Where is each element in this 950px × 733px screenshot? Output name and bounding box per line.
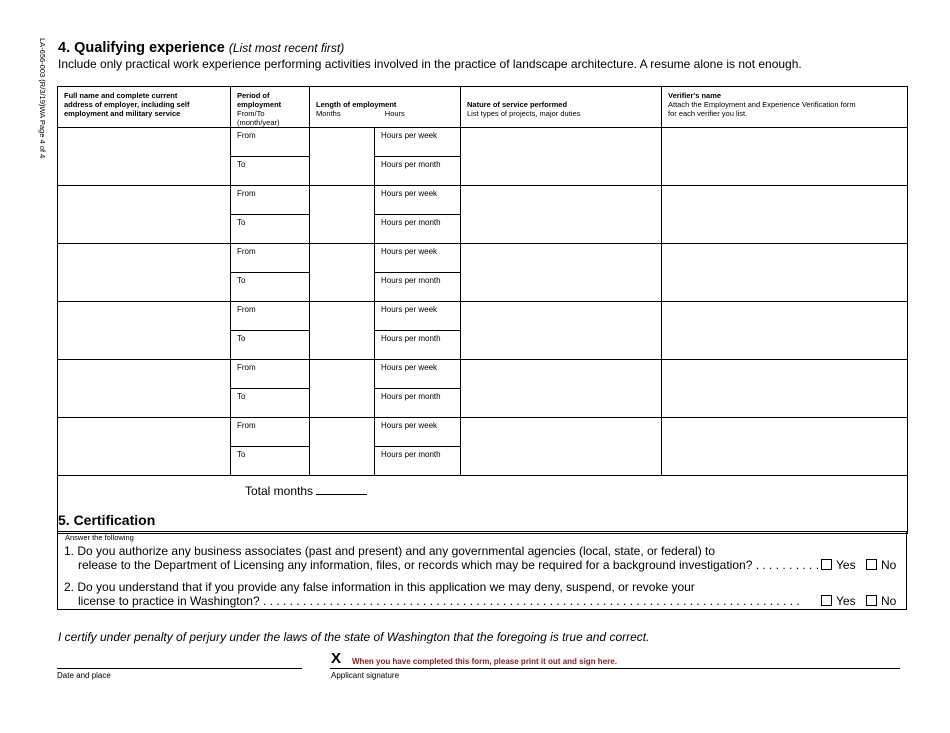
- experience-table: [57, 86, 908, 534]
- from-field[interactable]: From: [231, 128, 309, 157]
- nature-field[interactable]: [461, 186, 662, 244]
- signature-label: Applicant signature: [331, 671, 400, 680]
- signature-field[interactable]: [330, 668, 900, 669]
- months-field[interactable]: [310, 418, 375, 476]
- section4-title: 4. Qualifying experience: [58, 40, 225, 56]
- question-1: 1. Do you authorize any business associates (past and present) and any governmental agencies (local, state, or federal) to release to the Department of Licensing any information, files, or records which may be required for a background investigation? . . . . . . . . . .: [64, 544, 820, 572]
- question-2-line1: 2. Do you understand that if you provide any false information in this application we may deny, suspend, or revoke your: [64, 580, 695, 594]
- employer-field[interactable]: [58, 360, 231, 418]
- hours-week-field[interactable]: Hours per week: [375, 302, 460, 331]
- q2-yes-option[interactable]: Yes: [821, 594, 856, 608]
- table-row: [58, 186, 908, 244]
- nature-field[interactable]: [461, 418, 662, 476]
- question-1-line2: release to the Department of Licensing any information, files, or records which may be required for a background investigation?: [78, 558, 753, 572]
- section5-title: 5. Certification: [58, 512, 156, 528]
- date-place-field[interactable]: [57, 668, 302, 669]
- date-place-label: Date and place: [57, 671, 111, 680]
- verifier-field[interactable]: [662, 360, 908, 418]
- answer-label: Answer the following: [65, 533, 134, 542]
- employer-field[interactable]: [58, 128, 231, 186]
- table-row: [58, 302, 908, 360]
- hours-week-field[interactable]: Hours per week: [375, 128, 460, 157]
- q1-yes-option[interactable]: Yes: [821, 558, 856, 572]
- employer-field[interactable]: [58, 244, 231, 302]
- to-field[interactable]: To: [237, 450, 246, 459]
- nature-field[interactable]: [461, 244, 662, 302]
- verifier-field[interactable]: [662, 244, 908, 302]
- hours-month-field[interactable]: Hours per month: [381, 160, 441, 169]
- header-employer: Full name and complete current address of employer, including self employment and military service: [58, 87, 231, 128]
- total-row: [58, 476, 908, 534]
- verifier-field[interactable]: [662, 302, 908, 360]
- months-field[interactable]: [310, 360, 375, 418]
- to-field[interactable]: To: [237, 160, 246, 169]
- hours-week-field[interactable]: Hours per week: [375, 418, 460, 447]
- section4-heading: [58, 40, 344, 56]
- hours-week-field[interactable]: Hours per week: [375, 360, 460, 389]
- question-2: 2. Do you understand that if you provide any false information in this application we may deny, suspend, or revoke your license to practice in Washington? . . . . . . . . . . . . . . . . . . . . . . . . . . . . . . . . . . . . . . . . . . . . . . . . . . . . . . . . . . . . . . . . . . . . . . . . . . . . . . . . .: [64, 580, 800, 608]
- q1-no-option[interactable]: No: [866, 558, 896, 572]
- to-field[interactable]: To: [237, 392, 246, 401]
- verifier-field[interactable]: [662, 418, 908, 476]
- total-months-field[interactable]: [316, 494, 367, 495]
- months-field[interactable]: [310, 244, 375, 302]
- to-field[interactable]: To: [237, 218, 246, 227]
- hours-month-field[interactable]: Hours per month: [381, 450, 441, 459]
- months-field[interactable]: [310, 128, 375, 186]
- question-1-line1: 1. Do you authorize any business associates (past and present) and any governmental agencies (local, state, or federal) to: [64, 544, 716, 558]
- hours-month-field[interactable]: Hours per month: [381, 218, 441, 227]
- employer-field[interactable]: [58, 186, 231, 244]
- sign-note: When you have completed this form, please print it out and sign here.: [352, 657, 617, 666]
- months-field[interactable]: [310, 302, 375, 360]
- from-field[interactable]: From: [231, 186, 309, 215]
- to-field[interactable]: To: [237, 276, 246, 285]
- verifier-field[interactable]: [662, 186, 908, 244]
- nature-field[interactable]: [461, 360, 662, 418]
- from-field[interactable]: From: [231, 244, 309, 273]
- q1-no-checkbox[interactable]: [866, 559, 877, 570]
- hours-week-field[interactable]: Hours per week: [375, 244, 460, 273]
- section4-subtitle: (List most recent first): [228, 41, 345, 55]
- header-verifier: Verifier's name Attach the Employment and Experience Verification form for each verifier you list.: [662, 87, 908, 128]
- section4-intro: Include only practical work experience performing activities involved in the practice of landscape architecture. A resume alone is not enough.: [58, 57, 802, 71]
- verifier-field[interactable]: [662, 128, 908, 186]
- from-field[interactable]: From: [231, 360, 309, 389]
- employer-field[interactable]: [58, 302, 231, 360]
- to-field[interactable]: To: [237, 334, 246, 343]
- employer-field[interactable]: [58, 418, 231, 476]
- hours-month-field[interactable]: Hours per month: [381, 392, 441, 401]
- form-code: LA-656-003 (R/3/19)WA Page 4 of 4: [38, 38, 47, 159]
- hours-month-field[interactable]: Hours per month: [381, 276, 441, 285]
- q2-no-option[interactable]: No: [866, 594, 896, 608]
- hours-month-field[interactable]: Hours per month: [381, 334, 441, 343]
- total-months-label: Total months: [245, 484, 314, 498]
- signature-x-mark: X: [331, 650, 342, 667]
- table-row: [58, 418, 908, 476]
- months-field[interactable]: [310, 186, 375, 244]
- from-field[interactable]: From: [231, 302, 309, 331]
- header-period: Period of employment From/To (month/year): [231, 87, 310, 128]
- certify-statement: I certify under penalty of perjury under the laws of the state of Washington that the foregoing is true and correct.: [58, 630, 650, 644]
- table-row: [58, 128, 908, 186]
- question-2-line2: license to practice in Washington?: [78, 594, 260, 608]
- q2-no-checkbox[interactable]: [866, 595, 877, 606]
- from-field[interactable]: From: [231, 418, 309, 447]
- q2-yes-checkbox[interactable]: [821, 595, 832, 606]
- table-row: [58, 360, 908, 418]
- table-row: [58, 244, 908, 302]
- header-length: Length of employment Months Hours: [310, 87, 461, 128]
- header-nature: Nature of service performed List types of projects, major duties: [461, 87, 662, 128]
- nature-field[interactable]: [461, 302, 662, 360]
- nature-field[interactable]: [461, 128, 662, 186]
- q1-yes-checkbox[interactable]: [821, 559, 832, 570]
- experience-rows: [58, 128, 908, 534]
- hours-week-field[interactable]: Hours per week: [375, 186, 460, 215]
